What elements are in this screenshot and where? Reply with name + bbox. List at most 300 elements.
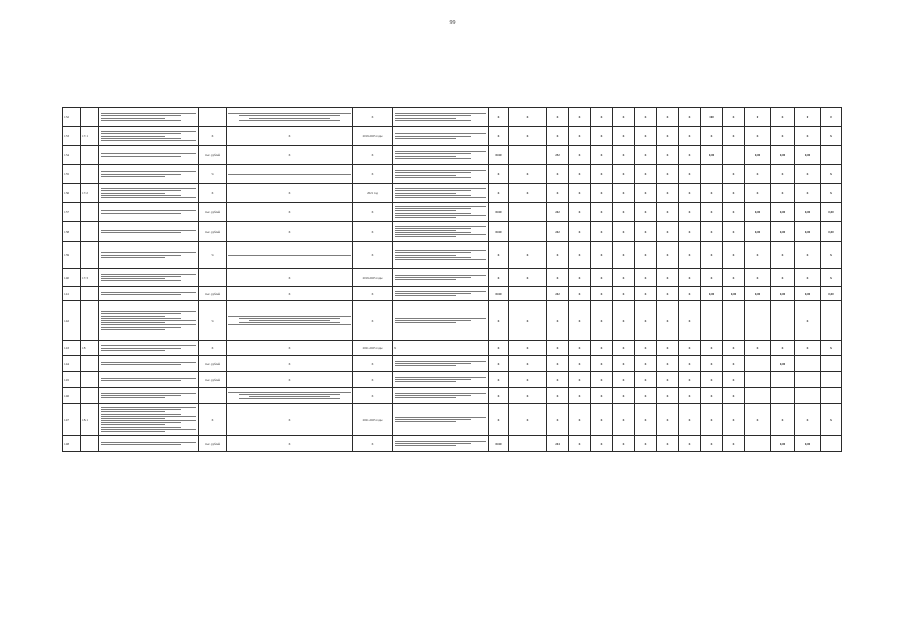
value-cell: X — [657, 222, 679, 242]
value-cell — [723, 301, 745, 341]
indicator-cell — [227, 108, 353, 127]
table-row — [63, 404, 842, 436]
period-cell: 2021 год — [353, 184, 393, 203]
item-number-cell — [81, 146, 99, 165]
value-cell: X — [657, 341, 679, 356]
unit-cell: % — [199, 301, 227, 341]
value-cell: X — [745, 127, 771, 146]
value-cell: X — [657, 356, 679, 372]
value-cell: 0,00 — [771, 146, 795, 165]
value-cell: 0,00 — [795, 222, 821, 242]
value-cell: X — [489, 372, 509, 388]
unit-cell: X — [199, 127, 227, 146]
value-cell: X — [547, 184, 569, 203]
executor-cell — [393, 108, 489, 127]
value-cell: X — [723, 356, 745, 372]
value-cell: X — [657, 146, 679, 165]
item-number-cell — [81, 203, 99, 222]
value-cell: X — [701, 388, 723, 404]
value-cell: X — [613, 269, 635, 287]
value-cell: 0,00 — [821, 203, 842, 222]
unit-cell: тыс. рублей — [199, 436, 227, 452]
value-cell: 0410 — [489, 203, 509, 222]
value-cell: X — [613, 108, 635, 127]
indicator-cell: X — [227, 222, 353, 242]
item-number-cell: 17.1 — [81, 127, 99, 146]
item-name-cell — [99, 287, 199, 301]
value-cell: X — [679, 301, 701, 341]
value-cell: X — [613, 301, 635, 341]
value-cell: X — [821, 127, 842, 146]
executor-cell: X — [393, 341, 489, 356]
value-cell: X — [547, 242, 569, 269]
value-cell: X — [795, 165, 821, 184]
item-number-cell: 18.1 — [81, 404, 99, 436]
value-cell — [821, 388, 842, 404]
value-cell: X — [509, 165, 547, 184]
executor-cell — [393, 203, 489, 222]
value-cell: X — [679, 372, 701, 388]
value-cell: X — [613, 436, 635, 452]
value-cell: X — [547, 341, 569, 356]
value-cell: X — [591, 222, 613, 242]
value-cell: X — [821, 269, 842, 287]
value-cell: X — [613, 127, 635, 146]
value-cell: X — [569, 356, 591, 372]
value-cell: 242 — [547, 203, 569, 222]
value-cell: X — [569, 404, 591, 436]
period-cell: X — [353, 372, 393, 388]
unit-cell: тыс. рублей — [199, 356, 227, 372]
value-cell: X — [509, 184, 547, 203]
value-cell: X — [635, 301, 657, 341]
table-row — [63, 222, 842, 242]
item-name-cell — [99, 356, 199, 372]
executor-cell — [393, 269, 489, 287]
period-cell: X — [353, 242, 393, 269]
value-cell: X — [547, 269, 569, 287]
value-cell — [771, 372, 795, 388]
period-cell: X — [353, 287, 393, 301]
row-number-cell: 140 — [63, 269, 81, 287]
value-cell: X — [657, 184, 679, 203]
item-number-cell — [81, 356, 99, 372]
executor-cell — [393, 127, 489, 146]
value-cell: X — [569, 269, 591, 287]
value-cell: X — [679, 222, 701, 242]
value-cell: X — [701, 436, 723, 452]
indicator-cell — [227, 301, 353, 341]
executor-cell — [393, 404, 489, 436]
value-cell: X — [723, 165, 745, 184]
value-cell: X — [509, 388, 547, 404]
value-cell: X — [635, 372, 657, 388]
value-cell: X — [635, 108, 657, 127]
unit-cell: тыс. рублей — [199, 203, 227, 222]
value-cell: X — [821, 184, 842, 203]
value-cell: X — [745, 242, 771, 269]
indicator-cell: X — [227, 356, 353, 372]
value-cell — [745, 388, 771, 404]
table-row — [63, 301, 842, 341]
value-cell: X — [509, 242, 547, 269]
value-cell: X — [723, 108, 745, 127]
value-cell: X — [547, 404, 569, 436]
value-cell: X — [489, 108, 509, 127]
period-cell: 2019-2025 годы — [353, 127, 393, 146]
item-number-cell — [81, 222, 99, 242]
period-cell: X — [353, 356, 393, 372]
unit-cell: тыс. рублей — [199, 372, 227, 388]
value-cell: 0,00 — [745, 287, 771, 301]
row-number-cell: 143 — [63, 341, 81, 356]
value-cell: X — [569, 301, 591, 341]
item-number-cell — [81, 108, 99, 127]
value-cell: X — [489, 356, 509, 372]
value-cell — [795, 372, 821, 388]
value-cell: X — [635, 127, 657, 146]
value-cell: X — [701, 242, 723, 269]
value-cell: X — [701, 203, 723, 222]
value-cell: X — [591, 301, 613, 341]
executor-cell — [393, 436, 489, 452]
item-name-cell — [99, 108, 199, 127]
value-cell: X — [591, 269, 613, 287]
value-cell: X — [613, 287, 635, 301]
row-number-cell: 142 — [63, 301, 81, 341]
unit-cell: тыс. рублей — [199, 287, 227, 301]
value-cell: X — [635, 341, 657, 356]
table-row — [63, 388, 842, 404]
period-cell: X — [353, 165, 393, 184]
value-cell: X — [613, 388, 635, 404]
value-cell: X — [771, 269, 795, 287]
value-cell: X — [569, 108, 591, 127]
executor-cell — [393, 184, 489, 203]
value-cell: X — [489, 242, 509, 269]
item-name-cell — [99, 372, 199, 388]
value-cell: X — [635, 146, 657, 165]
value-cell: X — [723, 222, 745, 242]
table-row — [63, 341, 842, 356]
unit-cell: X — [199, 184, 227, 203]
period-cell: 2019-2025 годы — [353, 269, 393, 287]
value-cell — [771, 388, 795, 404]
period-cell: X — [353, 108, 393, 127]
value-cell — [821, 372, 842, 388]
indicator-cell: X — [227, 269, 353, 287]
executor-cell — [393, 372, 489, 388]
period-cell: X — [353, 146, 393, 165]
program-table-body — [63, 108, 842, 452]
value-cell: X — [657, 372, 679, 388]
item-name-cell — [99, 184, 199, 203]
value-cell: 0 — [821, 108, 842, 127]
value-cell — [509, 203, 547, 222]
row-number-cell: 139 — [63, 242, 81, 269]
value-cell: X — [591, 341, 613, 356]
value-cell: 0,00 — [771, 203, 795, 222]
value-cell: X — [635, 287, 657, 301]
value-cell: X — [635, 165, 657, 184]
period-cell: X — [353, 301, 393, 341]
value-cell: X — [547, 127, 569, 146]
program-table — [62, 107, 842, 452]
value-cell: X — [657, 269, 679, 287]
value-cell: 0,00 — [821, 287, 842, 301]
table-row — [63, 184, 842, 203]
table-row — [63, 203, 842, 222]
value-cell: X — [657, 436, 679, 452]
value-cell: X — [795, 404, 821, 436]
table-row — [63, 372, 842, 388]
value-cell: X — [635, 356, 657, 372]
value-cell — [745, 436, 771, 452]
value-cell: 252 — [547, 146, 569, 165]
value-cell: X — [745, 404, 771, 436]
row-number-cell: 147 — [63, 404, 81, 436]
value-cell: X — [635, 184, 657, 203]
value-cell: X — [569, 242, 591, 269]
value-cell — [701, 301, 723, 341]
unit-cell: тыс. рублей — [199, 146, 227, 165]
value-cell: X — [657, 108, 679, 127]
value-cell: X — [701, 372, 723, 388]
value-cell: X — [771, 341, 795, 356]
value-cell: 244 — [547, 436, 569, 452]
value-cell: X — [569, 436, 591, 452]
value-cell: X — [547, 388, 569, 404]
value-cell: X — [795, 341, 821, 356]
item-number-cell — [81, 372, 99, 388]
value-cell: 0410 — [489, 146, 509, 165]
value-cell: X — [569, 388, 591, 404]
value-cell: 0410 — [489, 287, 509, 301]
value-cell — [509, 287, 547, 301]
value-cell: X — [489, 404, 509, 436]
value-cell: X — [489, 269, 509, 287]
value-cell: X — [723, 388, 745, 404]
value-cell — [795, 356, 821, 372]
indicator-cell: X — [227, 372, 353, 388]
item-number-cell — [81, 242, 99, 269]
value-cell: X — [795, 301, 821, 341]
unit-cell — [199, 269, 227, 287]
value-cell: X — [771, 242, 795, 269]
table-row — [63, 356, 842, 372]
value-cell: X — [613, 165, 635, 184]
row-number-cell: 138 — [63, 222, 81, 242]
page-number: 99 — [449, 20, 456, 26]
item-name-cell — [99, 127, 199, 146]
value-cell: X — [591, 356, 613, 372]
value-cell: X — [701, 341, 723, 356]
value-cell: 0,00 — [771, 356, 795, 372]
item-name-cell — [99, 165, 199, 184]
period-cell: X — [353, 388, 393, 404]
value-cell: 0,00 — [795, 287, 821, 301]
value-cell: X — [723, 436, 745, 452]
value-cell — [509, 222, 547, 242]
value-cell: X — [723, 404, 745, 436]
executor-cell — [393, 242, 489, 269]
item-number-cell: 18 — [81, 341, 99, 356]
value-cell: X — [795, 127, 821, 146]
value-cell: X — [795, 242, 821, 269]
value-cell — [723, 146, 745, 165]
value-cell: X — [569, 203, 591, 222]
value-cell: X — [569, 222, 591, 242]
row-number-cell: 137 — [63, 203, 81, 222]
value-cell: 242 — [547, 222, 569, 242]
value-cell: X — [657, 287, 679, 301]
value-cell: X — [821, 341, 842, 356]
value-cell: X — [679, 436, 701, 452]
value-cell: X — [591, 436, 613, 452]
value-cell: X — [489, 127, 509, 146]
value-cell: X — [657, 203, 679, 222]
value-cell: 0,00 — [745, 222, 771, 242]
row-number-cell: 132 — [63, 108, 81, 127]
unit-cell — [199, 388, 227, 404]
value-cell: X — [635, 242, 657, 269]
value-cell: X — [723, 372, 745, 388]
item-name-cell — [99, 269, 199, 287]
value-cell: X — [745, 341, 771, 356]
item-name-cell — [99, 436, 199, 452]
value-cell: X — [569, 287, 591, 301]
value-cell: X — [771, 404, 795, 436]
value-cell: X — [635, 404, 657, 436]
value-cell — [821, 436, 842, 452]
value-cell: X — [745, 165, 771, 184]
value-cell: X — [657, 404, 679, 436]
value-cell: X — [701, 404, 723, 436]
value-cell — [771, 301, 795, 341]
value-cell: X — [489, 184, 509, 203]
value-cell — [509, 436, 547, 452]
value-cell: X — [745, 184, 771, 203]
value-cell: 0,00 — [701, 287, 723, 301]
value-cell: X — [679, 242, 701, 269]
value-cell — [821, 146, 842, 165]
item-name-cell — [99, 203, 199, 222]
item-name-cell — [99, 301, 199, 341]
value-cell: X — [547, 108, 569, 127]
unit-cell — [199, 108, 227, 127]
executor-cell — [393, 146, 489, 165]
value-cell: X — [795, 269, 821, 287]
value-cell: X — [795, 184, 821, 203]
value-cell: 0,00 — [795, 203, 821, 222]
value-cell: X — [591, 287, 613, 301]
value-cell: X — [723, 127, 745, 146]
period-cell: 2021-2025 годы — [353, 404, 393, 436]
value-cell: 0,00 — [771, 287, 795, 301]
value-cell: X — [569, 372, 591, 388]
value-cell: X — [771, 165, 795, 184]
item-name-cell — [99, 404, 199, 436]
value-cell: X — [701, 356, 723, 372]
value-cell: 0,00 — [723, 287, 745, 301]
value-cell: 0,00 — [795, 146, 821, 165]
executor-cell — [393, 356, 489, 372]
value-cell: 0410 — [489, 222, 509, 242]
value-cell: X — [635, 222, 657, 242]
item-number-cell: 17.3 — [81, 269, 99, 287]
value-cell: X — [613, 356, 635, 372]
value-cell: X — [591, 108, 613, 127]
value-cell — [745, 372, 771, 388]
value-cell: X — [701, 184, 723, 203]
value-cell: X — [821, 404, 842, 436]
period-cell: X — [353, 222, 393, 242]
value-cell: X — [591, 242, 613, 269]
value-cell: X — [509, 356, 547, 372]
value-cell: X — [569, 165, 591, 184]
value-cell: X — [509, 269, 547, 287]
value-cell: X — [635, 269, 657, 287]
value-cell: X — [613, 341, 635, 356]
value-cell: 0,00 — [745, 203, 771, 222]
value-cell: X — [591, 372, 613, 388]
value-cell: 0 — [745, 108, 771, 127]
value-cell: X — [635, 203, 657, 222]
indicator-cell: X — [227, 436, 353, 452]
table-row — [63, 436, 842, 452]
value-cell: X — [745, 269, 771, 287]
value-cell: X — [657, 165, 679, 184]
indicator-cell — [227, 388, 353, 404]
value-cell: X — [591, 388, 613, 404]
value-cell: X — [679, 341, 701, 356]
item-number-cell — [81, 388, 99, 404]
value-cell — [795, 388, 821, 404]
value-cell: 0 — [795, 108, 821, 127]
item-name-cell — [99, 341, 199, 356]
value-cell: X — [613, 372, 635, 388]
item-number-cell — [81, 301, 99, 341]
table-row — [63, 165, 842, 184]
value-cell: X — [489, 388, 509, 404]
indicator-cell — [227, 165, 353, 184]
period-cell: 2021-2025 годы — [353, 341, 393, 356]
value-cell — [745, 356, 771, 372]
value-cell: X — [613, 242, 635, 269]
executor-cell — [393, 301, 489, 341]
value-cell: X — [771, 108, 795, 127]
value-cell: X — [679, 146, 701, 165]
executor-cell — [393, 222, 489, 242]
item-name-cell — [99, 222, 199, 242]
value-cell: X — [509, 301, 547, 341]
value-cell: X — [509, 372, 547, 388]
value-cell: X — [613, 184, 635, 203]
value-cell: X — [771, 184, 795, 203]
row-number-cell: 133 — [63, 127, 81, 146]
table-row — [63, 269, 842, 287]
item-name-cell — [99, 388, 199, 404]
unit-cell: % — [199, 242, 227, 269]
value-cell — [509, 146, 547, 165]
value-cell: X — [679, 127, 701, 146]
value-cell: X — [679, 356, 701, 372]
value-cell: X — [591, 203, 613, 222]
row-number-cell: 136 — [63, 184, 81, 203]
value-cell: X — [591, 146, 613, 165]
row-number-cell: 135 — [63, 165, 81, 184]
value-cell: X — [679, 269, 701, 287]
